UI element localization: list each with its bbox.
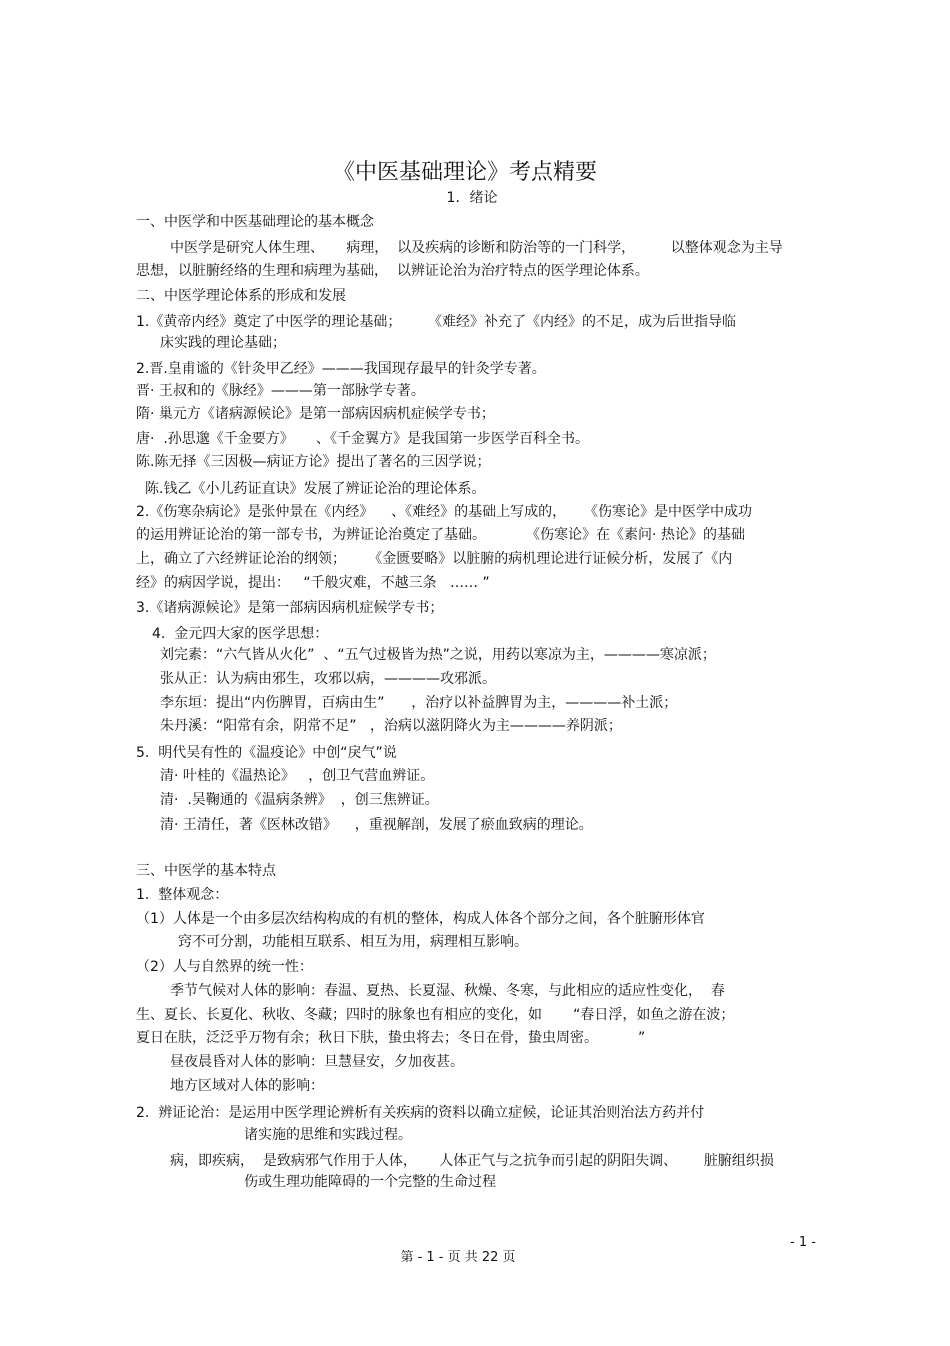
text-line: 昼夜晨昏对人体的影响：旦慧昼安，夕加夜甚。 <box>170 1054 464 1070</box>
text-line: 思想，以脏腑经络的生理和病理为基础， 以辨证论治为治疗特点的医学理论体系。 <box>136 263 649 279</box>
text-line: 诸实施的思维和实践过程。 <box>244 1127 412 1143</box>
text-line: 张从正：认为病由邪生，攻邪以病，————攻邪派。 <box>160 671 496 687</box>
text-line: 隋· 巢元方《诸病源候论》是第一部病因病机症候学专书； <box>136 406 495 422</box>
text-line: 3.《诸病源候论》是第一部病因病机症候学专书； <box>136 600 444 616</box>
text-line: 1.《黄帝内经》奠定了中医学的理论基础； 《难经》补充了《内经》的不足，成为后世指导临 <box>136 314 737 330</box>
text-line: 床实践的理论基础； <box>160 335 286 351</box>
text-line: 朱丹溪：“阳常有余，阴常不足” ，治病以滋阴降火为主————养阴派； <box>160 718 622 734</box>
text-line: 上，确立了六经辨证论治的纲领； 《金匮要略》以脏腑的病机理论进行证候分析，发展了《内 <box>136 551 733 567</box>
text-line: 2.《伤寒杂病论》是张仲景在《内经》 、《难经》的基础上写成的， 《伤寒论》是中医学中成功 <box>136 504 752 520</box>
text-line: 夏日在肤，泛泛乎万物有余；秋日下肤，蛰虫将去；冬日在骨，蛰虫周密。 ” <box>136 1030 646 1046</box>
text-line: 窍不可分割，功能相互联系、相互为用，病理相互影响。 <box>178 934 528 950</box>
text-line: 的运用辨证论治的第一部专书，为辨证论治奠定了基础。 《伤寒论》在《素问· 热论》的基础 <box>136 527 745 543</box>
text-line: 陈.陈无择《三因极—病证方论》提出了著名的三因学说； <box>136 454 491 470</box>
text-line: 1. 整体观念： <box>136 887 229 903</box>
text-line: 晋· 王叔和的《脉经》———第一部脉学专著。 <box>136 383 425 399</box>
text-line: 经》的病因学说，提出： “千般灾难，不越三条 …… ” <box>136 575 490 591</box>
text-line: 清· .吴鞠通的《温病条辨》 ，创三焦辨证。 <box>160 792 439 808</box>
text-line: 2. 辨证论治：是运用中医学理论辨析有关疾病的资料以确立症候，论证其治则治法方药并付 <box>136 1105 705 1121</box>
text-line: 二、中医学理论体系的形成和发展 <box>136 288 346 304</box>
text-line: 中医学是研究人体生理、 病理， 以及疾病的诊断和防治等的一门科学， 以整体观念为主导 <box>170 240 783 256</box>
text-line: 一、中医学和中医基础理论的基本概念 <box>136 214 374 230</box>
text-line: （1）人体是一个由多层次结构构成的有机的整体，构成人体各个部分之间，各个脏腑形体官 <box>136 911 705 927</box>
text-line: 生、夏长、长夏化、秋收、冬藏；四时的脉象也有相应的变化，如 “春日浮，如鱼之游在波； <box>136 1007 735 1023</box>
text-line: 病，即疾病， 是致病邪气作用于人体， 人体正气与之抗争而引起的阴阳失调、 脏腑组织损 <box>170 1153 774 1169</box>
document-subtitle: 1．绪论 <box>446 190 498 206</box>
page-footer: 第 - 1 - 页 共 22 页 <box>400 1250 516 1265</box>
document-title: 《中医基础理论》考点精要 <box>332 160 597 185</box>
page-number: - 1 - <box>790 1235 816 1250</box>
text-line: 陈.钱乙《小儿药证直诀》发展了辨证论治的理论体系。 <box>145 481 486 497</box>
text-line: 2.晋.皇甫谧的《针灸甲乙经》———我国现存最早的针灸学专著。 <box>136 361 546 377</box>
text-line: 清· 王清任，著《医林改错》 ，重视解剖，发展了瘀血致病的理论。 <box>160 817 593 833</box>
text-line: （2）人与自然界的统一性： <box>136 959 313 975</box>
text-line: 5. 明代吴有性的《温疫论》中创“戾气”说 <box>136 745 397 761</box>
text-line: 地方区域对人体的影响： <box>170 1078 324 1094</box>
text-line: 李东垣：提出“内伤脾胃，百病由生” ，治疗以补益脾胃为主，————补土派； <box>160 695 678 711</box>
text-line: 清· 叶桂的《温热论》 ，创卫气营血辨证。 <box>160 768 435 784</box>
text-line: 4. 金元四大家的医学思想： <box>152 626 329 642</box>
text-line: 三、中医学的基本特点 <box>136 863 276 879</box>
text-line: 唐· .孙思邈《千金要方》 、《千金翼方》是我国第一步医学百科全书。 <box>136 431 590 447</box>
text-line: 季节气候对人体的影响：春温、夏热、长夏湿、秋燥、冬寒，与此相应的适应性变化， 春 <box>170 983 725 999</box>
text-line: 伤或生理功能障碍的一个完整的生命过程 <box>244 1174 496 1190</box>
text-line: 刘完素：“六气皆从火化” 、“五气过极皆为热”之说，用药以寒凉为主，————寒凉派； <box>160 647 716 663</box>
